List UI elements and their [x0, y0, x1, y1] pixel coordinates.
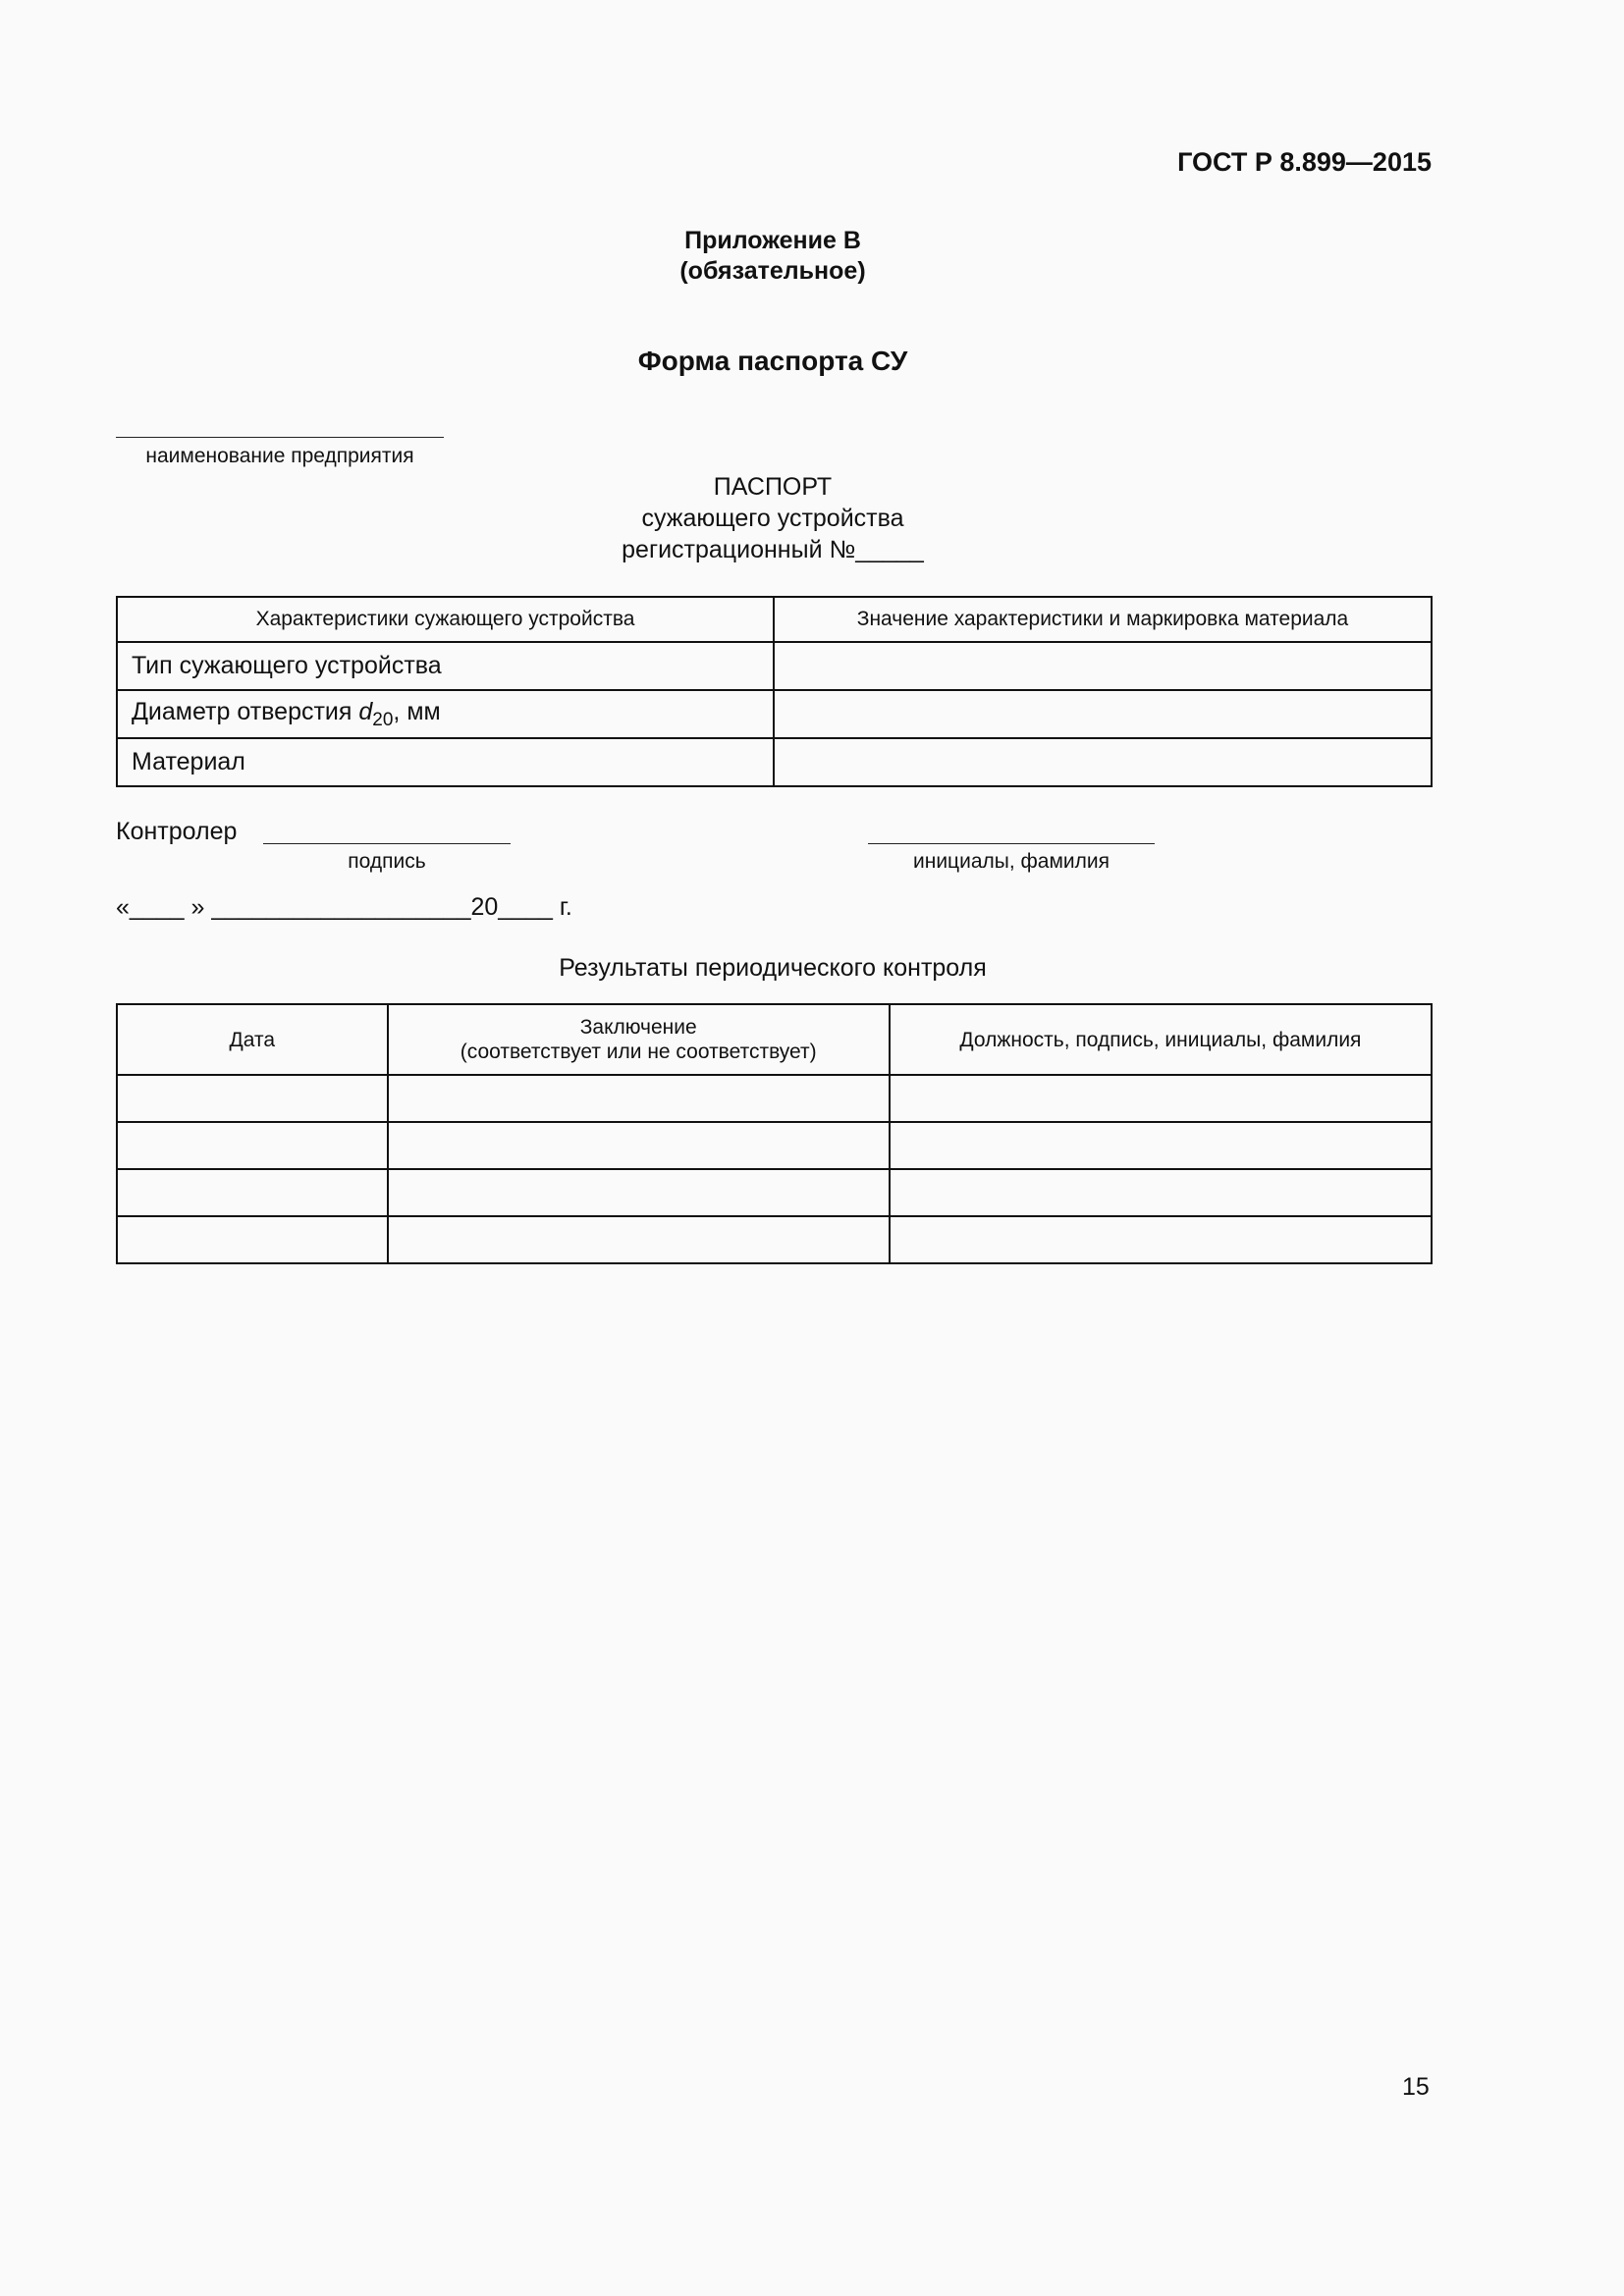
- conclusion-cell[interactable]: [388, 1122, 890, 1169]
- column-header-value: Значение характеристики и маркировка материала: [774, 597, 1432, 642]
- conclusion-header-title: Заключение: [579, 1016, 697, 1039]
- signatory-cell[interactable]: [890, 1216, 1432, 1263]
- row-value-type[interactable]: [774, 642, 1432, 690]
- organization-caption: наименование предприятия: [145, 445, 414, 467]
- date-cell[interactable]: [117, 1122, 388, 1169]
- column-header-conclusion: [388, 1004, 890, 1075]
- name-line[interactable]: [868, 843, 1155, 844]
- registration-number: регистрационный №_____: [622, 536, 924, 563]
- table-header-row: [117, 597, 1432, 642]
- passport-title: ПАСПОРТ: [713, 473, 833, 501]
- appendix-title: Приложение В: [684, 227, 861, 254]
- name-caption: инициалы, фамилия: [913, 850, 1110, 873]
- passport-heading: [0, 471, 1545, 565]
- appendix-heading: [0, 226, 1545, 287]
- controller-label: Контролер: [116, 818, 238, 845]
- page-number: 15: [1402, 2073, 1430, 2101]
- characteristics-table: [116, 596, 1433, 787]
- conclusion-cell[interactable]: [388, 1169, 890, 1216]
- row-label-type: Тип сужающего устройства: [117, 642, 774, 690]
- conclusion-header-note: (соответствует или не соответствует): [460, 1041, 817, 1063]
- table-row: [117, 1075, 1432, 1122]
- appendix-status: (обязательное): [679, 257, 866, 285]
- signatory-cell[interactable]: [890, 1122, 1432, 1169]
- signature-line[interactable]: [263, 843, 511, 844]
- diameter-variable: d: [358, 697, 373, 725]
- results-table: [116, 1003, 1433, 1264]
- table-row: [117, 1122, 1432, 1169]
- results-title: Результаты периодического контроля: [559, 954, 987, 982]
- signatory-cell[interactable]: [890, 1169, 1432, 1216]
- conclusion-cell[interactable]: [388, 1216, 890, 1263]
- diameter-unit: , мм: [393, 697, 441, 725]
- date-line: «____ » ___________________20____ г.: [116, 893, 572, 921]
- table-row: [117, 738, 1432, 786]
- date-cell[interactable]: [117, 1169, 388, 1216]
- diameter-label-text: Диаметр отверстия: [132, 697, 359, 725]
- conclusion-cell[interactable]: [388, 1075, 890, 1122]
- table-row: [117, 642, 1432, 690]
- table-row: [117, 1169, 1432, 1216]
- date-cell[interactable]: [117, 1216, 388, 1263]
- row-value-diameter[interactable]: [774, 690, 1432, 738]
- row-label-diameter: [117, 690, 774, 738]
- row-value-material[interactable]: [774, 738, 1432, 786]
- document-code: ГОСТ Р 8.899—2015: [1177, 147, 1432, 177]
- column-header-signatory: Должность, подпись, инициалы, фамилия: [890, 1004, 1432, 1075]
- column-header-characteristics: Характеристики сужающего устройства: [117, 597, 774, 642]
- form-title: Форма паспорта СУ: [637, 346, 908, 376]
- diameter-subscript: 20: [372, 709, 394, 730]
- table-row: [117, 690, 1432, 738]
- passport-subtitle: сужающего устройства: [641, 505, 904, 532]
- row-label-material: Материал: [117, 738, 774, 786]
- column-header-date: Дата: [117, 1004, 388, 1075]
- signatory-cell[interactable]: [890, 1075, 1432, 1122]
- table-row: [117, 1216, 1432, 1263]
- table-header-row: [117, 1004, 1432, 1075]
- organization-name-line[interactable]: [116, 437, 444, 438]
- date-cell[interactable]: [117, 1075, 388, 1122]
- signature-caption: подпись: [348, 850, 426, 873]
